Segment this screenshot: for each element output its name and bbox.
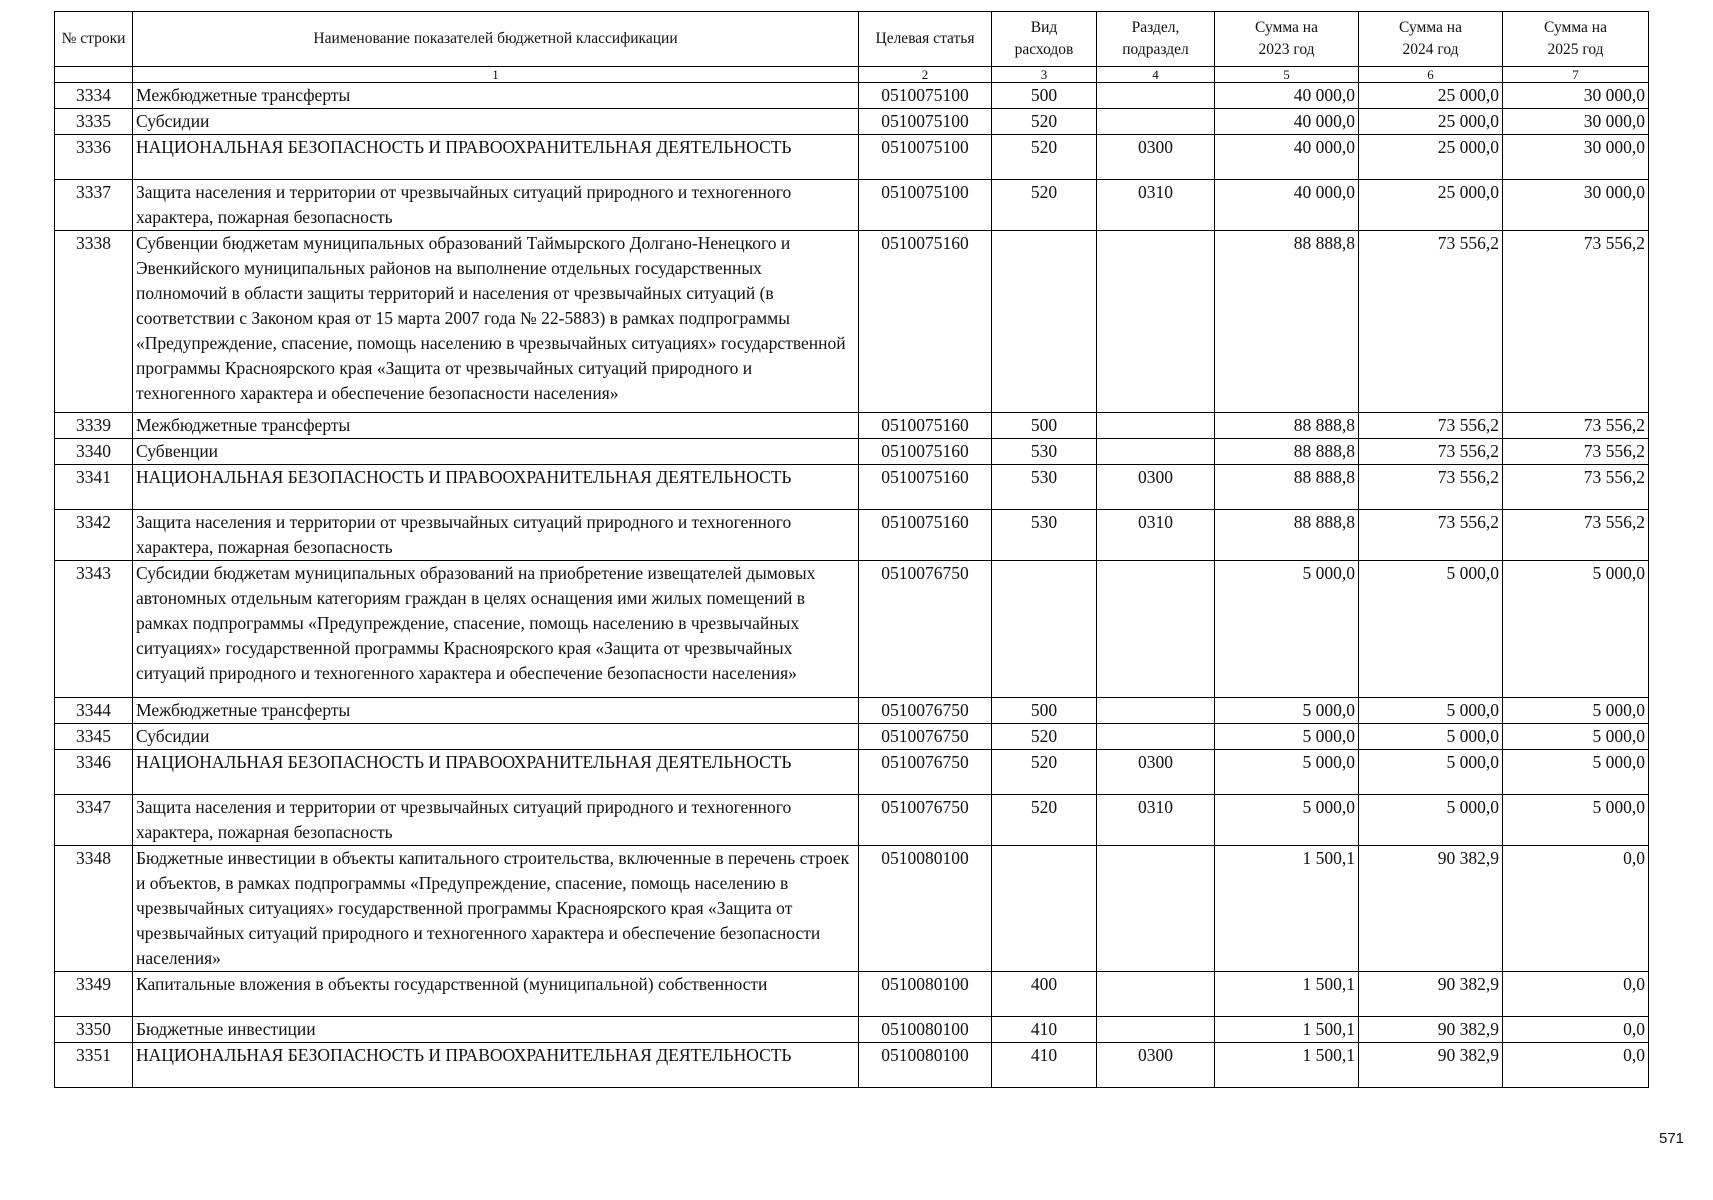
row-number-cell: 3334 xyxy=(55,83,133,109)
row-number-cell: 3348 xyxy=(55,846,133,972)
sum-2023-cell: 40 000,0 xyxy=(1215,83,1359,109)
target-article-cell: 0510080100 xyxy=(859,972,992,1017)
sum-2025-cell: 30 000,0 xyxy=(1503,83,1649,109)
sum-2025-cell: 73 556,2 xyxy=(1503,413,1649,439)
target-article-cell: 0510075160 xyxy=(859,231,992,413)
target-article-cell: 0510076750 xyxy=(859,750,992,795)
expense-type-cell xyxy=(992,561,1097,698)
indicator-name-cell: Капитальные вложения в объекты государственной (муниципальной) собственности xyxy=(133,972,859,1017)
indicator-name-cell: Межбюджетные трансферты xyxy=(133,413,859,439)
sum-2023-cell: 40 000,0 xyxy=(1215,135,1359,180)
indicator-name-cell: Бюджетные инвестиции xyxy=(133,1017,859,1043)
column-number: 3 xyxy=(992,67,1097,83)
table-row xyxy=(55,180,1649,231)
expense-type-cell: 520 xyxy=(992,724,1097,750)
sum-2024-cell: 73 556,2 xyxy=(1359,439,1503,465)
sum-2024-cell: 90 382,9 xyxy=(1359,846,1503,972)
table-body xyxy=(55,83,1649,1088)
sum-2023-cell: 1 500,1 xyxy=(1215,846,1359,972)
table-row xyxy=(55,750,1649,795)
target-article-cell: 0510076750 xyxy=(859,724,992,750)
expense-type-cell: 530 xyxy=(992,465,1097,510)
sum-2023-cell: 5 000,0 xyxy=(1215,795,1359,846)
target-article-cell: 0510080100 xyxy=(859,846,992,972)
indicator-name-cell: Защита населения и территории от чрезвычайных ситуаций природного и техногенного характера, пожарная безопасность xyxy=(133,180,859,231)
expense-type-cell: 410 xyxy=(992,1043,1097,1088)
header-target-article: Целевая статья xyxy=(859,12,992,67)
sum-2023-cell: 1 500,1 xyxy=(1215,1043,1359,1088)
target-article-cell: 0510076750 xyxy=(859,698,992,724)
budget-table xyxy=(54,11,1649,1088)
section-cell xyxy=(1097,724,1215,750)
expense-type-cell: 410 xyxy=(992,1017,1097,1043)
indicator-name-cell: Субсидии бюджетам муниципальных образований на приобретение извещателей дымовых автономных отдельным категориям граждан в целях оснащения ими жилых помещений в рамках подпрограммы «Предупреждение, спасение, помощь населению в чрезвычайных ситуациях» государственной программы Красноярского края «Защита от чрезвычайных ситуаций природного и техногенного характера и обеспечение безопасности населения» xyxy=(133,561,859,698)
row-number-cell: 3349 xyxy=(55,972,133,1017)
sum-2023-cell: 88 888,8 xyxy=(1215,510,1359,561)
sum-2025-cell: 0,0 xyxy=(1503,846,1649,972)
section-cell xyxy=(1097,439,1215,465)
indicator-name-cell: Субсидии xyxy=(133,724,859,750)
header-row-number: № строки xyxy=(55,12,133,67)
table-row xyxy=(55,698,1649,724)
indicator-name-cell: Межбюджетные трансферты xyxy=(133,83,859,109)
indicator-name-cell: Субвенции бюджетам муниципальных образований Таймырского Долгано-Ненецкого и Эвенкийского муниципальных районов на выполнение отдельных государственных полномочий в области защиты территорий и населения от чрезвычайных ситуаций (в соответствии с Законом края от 15 марта 2007 года № 22-5883) в рамках подпрограммы «Предупреждение, спасение, помощь населению в чрезвычайных ситуациях» государственной программы Красноярского края «Защита от чрезвычайных ситуаций природного и техногенного характера и обеспечение безопасности населения» xyxy=(133,231,859,413)
column-number: 4 xyxy=(1097,67,1215,83)
sum-2024-cell: 90 382,9 xyxy=(1359,1017,1503,1043)
row-number-cell: 3340 xyxy=(55,439,133,465)
section-cell xyxy=(1097,1017,1215,1043)
indicator-name-cell: Межбюджетные трансферты xyxy=(133,698,859,724)
row-number-cell: 3338 xyxy=(55,231,133,413)
indicator-name-cell: Субвенции xyxy=(133,439,859,465)
table-row xyxy=(55,972,1649,1017)
header-expense-type: Вид расходов xyxy=(992,12,1097,67)
row-number-cell: 3335 xyxy=(55,109,133,135)
target-article-cell: 0510080100 xyxy=(859,1017,992,1043)
sum-2024-cell: 5 000,0 xyxy=(1359,698,1503,724)
target-article-cell: 0510076750 xyxy=(859,795,992,846)
sum-2023-cell: 1 500,1 xyxy=(1215,972,1359,1017)
row-number-cell: 3337 xyxy=(55,180,133,231)
sum-2023-cell: 5 000,0 xyxy=(1215,750,1359,795)
table-row xyxy=(55,846,1649,972)
sum-2024-cell: 90 382,9 xyxy=(1359,972,1503,1017)
row-number-cell: 3343 xyxy=(55,561,133,698)
sum-2024-cell: 25 000,0 xyxy=(1359,109,1503,135)
section-cell xyxy=(1097,846,1215,972)
indicator-name-cell: НАЦИОНАЛЬНАЯ БЕЗОПАСНОСТЬ И ПРАВООХРАНИТЕЛЬНАЯ ДЕЯТЕЛЬНОСТЬ xyxy=(133,750,859,795)
section-cell xyxy=(1097,83,1215,109)
section-cell: 0300 xyxy=(1097,465,1215,510)
header-sum-2024: Сумма на 2024 год xyxy=(1359,12,1503,67)
expense-type-cell: 520 xyxy=(992,135,1097,180)
target-article-cell: 0510075160 xyxy=(859,439,992,465)
target-article-cell: 0510075160 xyxy=(859,413,992,439)
row-number-cell: 3336 xyxy=(55,135,133,180)
sum-2023-cell: 88 888,8 xyxy=(1215,465,1359,510)
section-cell: 0300 xyxy=(1097,1043,1215,1088)
expense-type-cell xyxy=(992,846,1097,972)
column-number: 2 xyxy=(859,67,992,83)
sum-2025-cell: 30 000,0 xyxy=(1503,180,1649,231)
sum-2025-cell: 0,0 xyxy=(1503,972,1649,1017)
table-row xyxy=(55,109,1649,135)
indicator-name-cell: НАЦИОНАЛЬНАЯ БЕЗОПАСНОСТЬ И ПРАВООХРАНИТЕЛЬНАЯ ДЕЯТЕЛЬНОСТЬ xyxy=(133,1043,859,1088)
sum-2024-cell: 5 000,0 xyxy=(1359,795,1503,846)
target-article-cell: 0510076750 xyxy=(859,561,992,698)
sum-2025-cell: 5 000,0 xyxy=(1503,698,1649,724)
sum-2025-cell: 73 556,2 xyxy=(1503,510,1649,561)
sum-2025-cell: 30 000,0 xyxy=(1503,135,1649,180)
expense-type-cell: 520 xyxy=(992,750,1097,795)
sum-2024-cell: 5 000,0 xyxy=(1359,750,1503,795)
sum-2025-cell: 5 000,0 xyxy=(1503,750,1649,795)
section-cell: 0310 xyxy=(1097,510,1215,561)
target-article-cell: 0510075100 xyxy=(859,83,992,109)
expense-type-cell: 500 xyxy=(992,698,1097,724)
column-number: 6 xyxy=(1359,67,1503,83)
sum-2024-cell: 5 000,0 xyxy=(1359,561,1503,698)
table-row xyxy=(55,413,1649,439)
row-number-cell: 3351 xyxy=(55,1043,133,1088)
section-cell: 0310 xyxy=(1097,795,1215,846)
sum-2025-cell: 30 000,0 xyxy=(1503,109,1649,135)
sum-2025-cell: 73 556,2 xyxy=(1503,439,1649,465)
column-number: 5 xyxy=(1215,67,1359,83)
expense-type-cell: 520 xyxy=(992,180,1097,231)
target-article-cell: 0510075100 xyxy=(859,180,992,231)
expense-type-cell: 520 xyxy=(992,109,1097,135)
sum-2023-cell: 1 500,1 xyxy=(1215,1017,1359,1043)
header-name: Наименование показателей бюджетной классификации xyxy=(133,12,859,67)
row-number-cell: 3341 xyxy=(55,465,133,510)
sum-2024-cell: 90 382,9 xyxy=(1359,1043,1503,1088)
table-row xyxy=(55,1017,1649,1043)
sum-2023-cell: 88 888,8 xyxy=(1215,439,1359,465)
expense-type-cell: 400 xyxy=(992,972,1097,1017)
indicator-name-cell: Защита населения и территории от чрезвычайных ситуаций природного и техногенного характера, пожарная безопасность xyxy=(133,510,859,561)
table-row xyxy=(55,1043,1649,1088)
sum-2024-cell: 25 000,0 xyxy=(1359,83,1503,109)
table-row xyxy=(55,439,1649,465)
target-article-cell: 0510075160 xyxy=(859,510,992,561)
sum-2023-cell: 88 888,8 xyxy=(1215,413,1359,439)
header-sum-2023: Сумма на 2023 год xyxy=(1215,12,1359,67)
table-row xyxy=(55,465,1649,510)
table-row xyxy=(55,561,1649,698)
section-cell xyxy=(1097,231,1215,413)
header-section: Раздел, подраздел xyxy=(1097,12,1215,67)
section-cell xyxy=(1097,698,1215,724)
sum-2024-cell: 73 556,2 xyxy=(1359,510,1503,561)
table-row xyxy=(55,83,1649,109)
expense-type-cell: 530 xyxy=(992,439,1097,465)
row-number-cell: 3345 xyxy=(55,724,133,750)
section-cell xyxy=(1097,972,1215,1017)
section-cell xyxy=(1097,413,1215,439)
sum-2023-cell: 88 888,8 xyxy=(1215,231,1359,413)
column-number xyxy=(55,67,133,83)
expense-type-cell: 530 xyxy=(992,510,1097,561)
indicator-name-cell: НАЦИОНАЛЬНАЯ БЕЗОПАСНОСТЬ И ПРАВООХРАНИТЕЛЬНАЯ ДЕЯТЕЛЬНОСТЬ xyxy=(133,465,859,510)
sum-2023-cell: 5 000,0 xyxy=(1215,724,1359,750)
sum-2023-cell: 40 000,0 xyxy=(1215,109,1359,135)
target-article-cell: 0510080100 xyxy=(859,1043,992,1088)
row-number-cell: 3342 xyxy=(55,510,133,561)
row-number-cell: 3350 xyxy=(55,1017,133,1043)
sum-2024-cell: 5 000,0 xyxy=(1359,724,1503,750)
sum-2023-cell: 5 000,0 xyxy=(1215,698,1359,724)
indicator-name-cell: Бюджетные инвестиции в объекты капитального строительства, включенные в перечень строек и объектов, в рамках подпрограммы «Предупреждение, спасение, помощь населению в чрезвычайных ситуациях» государственной программы Красноярского края «Защита от чрезвычайных ситуаций природного и техногенного характера и обеспечение безопасности населения» xyxy=(133,846,859,972)
sum-2023-cell: 5 000,0 xyxy=(1215,561,1359,698)
table-row xyxy=(55,135,1649,180)
sum-2024-cell: 25 000,0 xyxy=(1359,180,1503,231)
sum-2025-cell: 0,0 xyxy=(1503,1043,1649,1088)
sum-2024-cell: 73 556,2 xyxy=(1359,413,1503,439)
indicator-name-cell: Защита населения и территории от чрезвычайных ситуаций природного и техногенного характера, пожарная безопасность xyxy=(133,795,859,846)
sum-2025-cell: 0,0 xyxy=(1503,1017,1649,1043)
sum-2025-cell: 5 000,0 xyxy=(1503,795,1649,846)
sum-2023-cell: 40 000,0 xyxy=(1215,180,1359,231)
table-header-row xyxy=(55,12,1649,67)
table-row xyxy=(55,231,1649,413)
row-number-cell: 3347 xyxy=(55,795,133,846)
section-cell: 0300 xyxy=(1097,750,1215,795)
column-number: 1 xyxy=(133,67,859,83)
sum-2025-cell: 73 556,2 xyxy=(1503,231,1649,413)
page-number: 571 xyxy=(1659,1130,1685,1147)
sum-2025-cell: 5 000,0 xyxy=(1503,561,1649,698)
row-number-cell: 3346 xyxy=(55,750,133,795)
section-cell xyxy=(1097,109,1215,135)
expense-type-cell: 520 xyxy=(992,795,1097,846)
indicator-name-cell: НАЦИОНАЛЬНАЯ БЕЗОПАСНОСТЬ И ПРАВООХРАНИТЕЛЬНАЯ ДЕЯТЕЛЬНОСТЬ xyxy=(133,135,859,180)
target-article-cell: 0510075100 xyxy=(859,135,992,180)
table-row xyxy=(55,724,1649,750)
target-article-cell: 0510075160 xyxy=(859,465,992,510)
sum-2025-cell: 73 556,2 xyxy=(1503,465,1649,510)
expense-type-cell: 500 xyxy=(992,83,1097,109)
table-row xyxy=(55,510,1649,561)
sum-2025-cell: 5 000,0 xyxy=(1503,724,1649,750)
target-article-cell: 0510075100 xyxy=(859,109,992,135)
expense-type-cell xyxy=(992,231,1097,413)
sum-2024-cell: 73 556,2 xyxy=(1359,231,1503,413)
section-cell xyxy=(1097,561,1215,698)
row-number-cell: 3339 xyxy=(55,413,133,439)
row-number-cell: 3344 xyxy=(55,698,133,724)
expense-type-cell: 500 xyxy=(992,413,1097,439)
sum-2024-cell: 25 000,0 xyxy=(1359,135,1503,180)
column-number: 7 xyxy=(1503,67,1649,83)
indicator-name-cell: Субсидии xyxy=(133,109,859,135)
section-cell: 0300 xyxy=(1097,135,1215,180)
sum-2024-cell: 73 556,2 xyxy=(1359,465,1503,510)
table-row xyxy=(55,795,1649,846)
section-cell: 0310 xyxy=(1097,180,1215,231)
header-sum-2025: Сумма на 2025 год xyxy=(1503,12,1649,67)
column-number-row xyxy=(55,67,1649,83)
